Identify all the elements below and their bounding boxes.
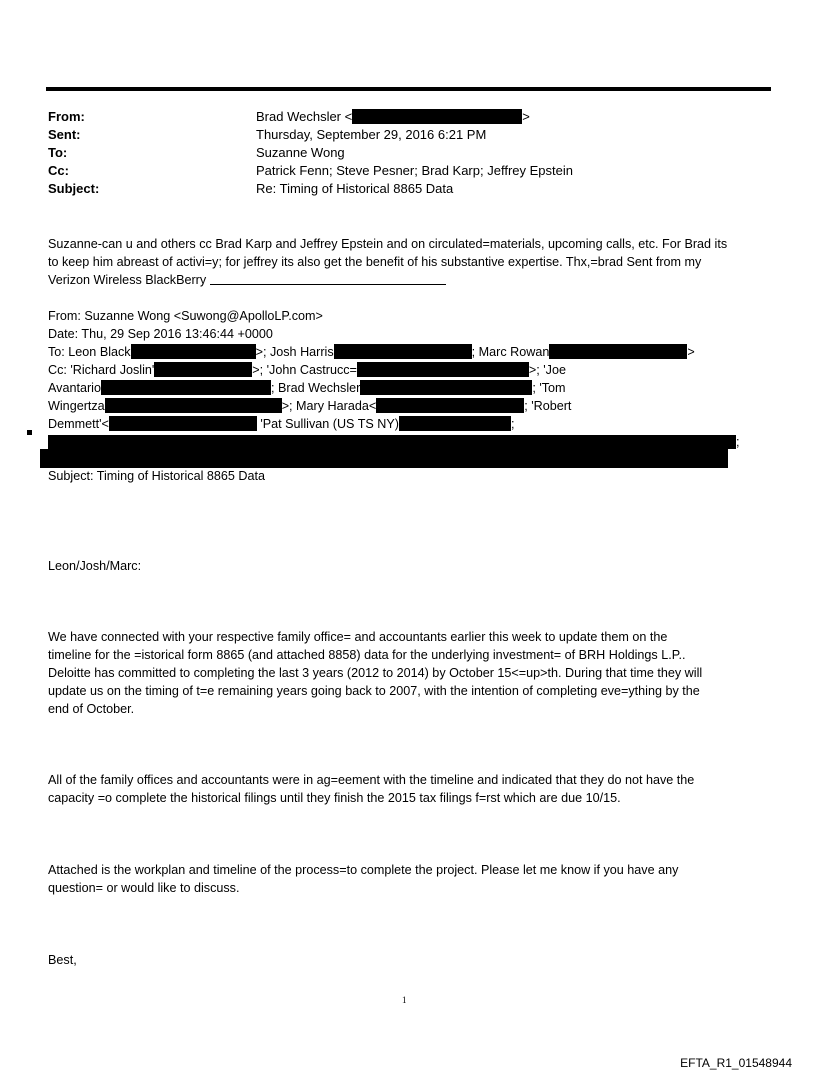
redaction-box <box>549 344 687 359</box>
paragraph-1-line: We have connected with your respective family office= and accountants earlier this week to update them on the <box>48 630 668 644</box>
paragraph-1-line: update us on the timing of t=e remaining years going back to 2007, with the intention of completing eve=ything by the <box>48 684 700 698</box>
paragraph-1-line: Deloitte has committed to completing the last 3 years (2012 to 2014) by October 15<=up>th. During that time they will <box>48 666 703 680</box>
redaction-box <box>376 398 524 413</box>
redaction-box <box>357 362 529 377</box>
redaction-box <box>352 109 522 124</box>
fwd-date: Date: Thu, 29 Sep 2016 13:46:44 +0000 <box>48 327 273 341</box>
fwd-cc-line-6-end: ; <box>736 435 740 449</box>
page-number: 1 <box>402 995 407 1005</box>
redaction-box <box>109 416 257 431</box>
from-value: Brad Wechsler < > <box>256 109 530 124</box>
paragraph-2-line: All of the family offices and accountants were in ag=eement with the timeline and indicated that they do not have the <box>48 773 695 787</box>
paragraph-1-line: timeline for the =istorical form 8865 (and attached 8858) data for the underlying investment= of BRH Holdings L.P.. <box>48 648 686 662</box>
to-label: To: <box>48 145 68 160</box>
fwd-cc: Cc: 'Richard Joslin' >; 'John Castrucc= >; 'Joe <box>48 363 566 377</box>
redaction-box <box>154 362 252 377</box>
redaction-box <box>399 416 511 431</box>
paragraph-2-line: capacity =o complete the historical filings until they finish the 2015 tax filings f=rst which are due 10/15. <box>48 791 621 805</box>
reply-line-2: to keep him abreast of activi=y; for jeffrey its also get the benefit of his substantive expertise. Thx,=brad Sent from my <box>48 255 702 269</box>
redaction-box <box>48 435 736 449</box>
cc-label: Cc: <box>48 163 69 178</box>
margin-mark <box>27 430 32 435</box>
fwd-cc-line-3: Avantario ; Brad Wechsler ; 'Tom <box>48 381 566 395</box>
signature-underline <box>210 272 446 285</box>
header-rule <box>46 87 771 91</box>
reply-line-3: Verizon Wireless BlackBerry <box>48 271 446 289</box>
to-value: Suzanne Wong <box>256 145 345 160</box>
paragraph-3-line: question= or would like to discuss. <box>48 881 240 895</box>
redaction-box <box>334 344 472 359</box>
fwd-to: To: Leon Black >; Josh Harris ; Marc Rowan > <box>48 345 695 359</box>
redaction-box <box>131 344 256 359</box>
paragraph-3-line: Attached is the workplan and timeline of the process=to complete the project. Please let me know if you have any <box>48 863 679 877</box>
subject-label: Subject: <box>48 181 100 196</box>
fwd-subject: Subject: Timing of Historical 8865 Data <box>48 469 265 483</box>
reply-line-1: Suzanne-can u and others cc Brad Karp and Jeffrey Epstein and on circulated=materials, upcoming calls, etc. For Brad its <box>48 237 728 251</box>
greeting: Leon/Josh/Marc: <box>48 559 142 573</box>
document-id: EFTA_R1_01548944 <box>680 1056 792 1070</box>
fwd-cc-line-4: Wingertza >; Mary Harada< ; 'Robert <box>48 399 572 413</box>
closing: Best, <box>48 953 77 967</box>
redaction-box <box>40 449 728 468</box>
sent-value: Thursday, September 29, 2016 6:21 PM <box>256 127 487 142</box>
subject-value: Re: Timing of Historical 8865 Data <box>256 181 454 196</box>
cc-value: Patrick Fenn; Steve Pesner; Brad Karp; Jeffrey Epstein <box>256 163 573 178</box>
fwd-cc-line-5: Demmett'< 'Pat Sullivan (US TS NY) ; <box>48 417 515 431</box>
fwd-from: From: Suzanne Wong <Suwong@ApolloLP.com> <box>48 309 323 323</box>
sent-label: Sent: <box>48 127 81 142</box>
redaction-box <box>105 398 282 413</box>
paragraph-1-line: end of October. <box>48 702 135 716</box>
from-label: From: <box>48 109 85 124</box>
redaction-box <box>101 380 271 395</box>
redaction-box <box>360 380 532 395</box>
